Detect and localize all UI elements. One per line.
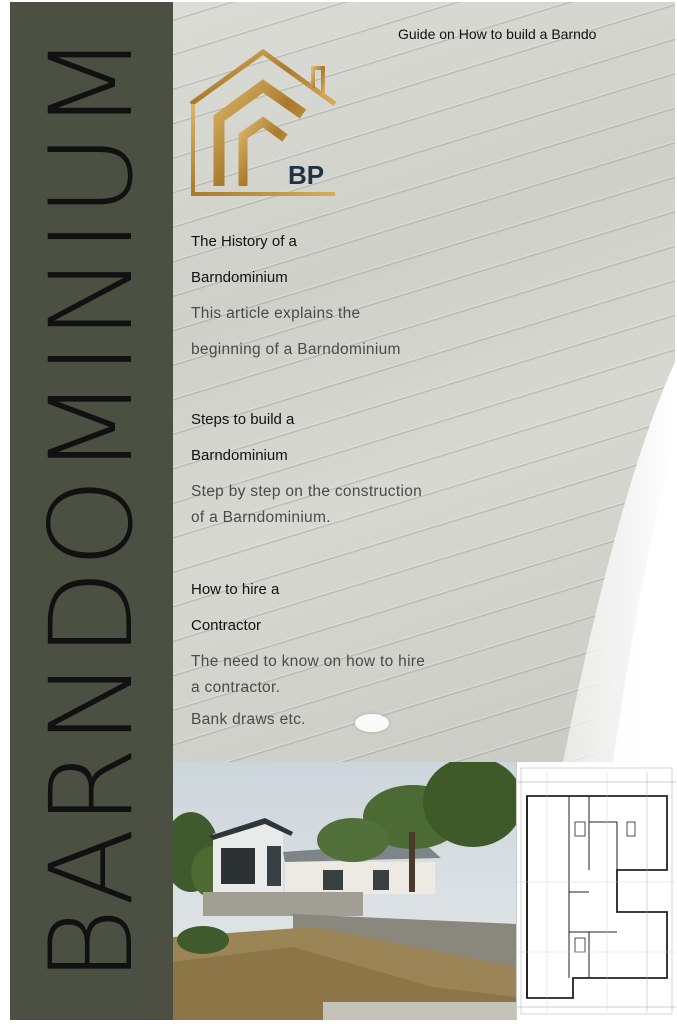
section-steps-text-1: Step by step on the construction [191,483,423,500]
floor-plan [516,762,676,1020]
wood-panel [173,2,675,762]
section-contractor-title-2: Contractor [191,617,262,634]
bp-logo [185,46,345,198]
guide-title: Guide on How to build a Barndo [398,26,597,42]
oval-highlight [355,714,389,732]
section-history [191,224,491,368]
spine-panel [10,2,173,1020]
house-photo [173,762,516,1020]
section-steps-title-2: Barndominium [191,447,288,464]
section-history-title-2: Barndominium [191,269,288,286]
logo-monogram: BP [288,160,325,190]
section-contractor-text-1: The need to know on how to hire [191,653,426,670]
section-steps [191,402,491,526]
section-history-text-1: This article explains the [191,305,361,322]
section-contractor-title-1: How to hire a [191,581,280,598]
section-history-title-1: The History of a [191,233,297,250]
section-contractor [191,572,491,738]
section-contractor-text-2: a contractor. [191,679,281,696]
section-steps-title-1: Steps to build a [191,411,295,428]
spine-title: BARNDOMINIUM [25,31,158,983]
section-steps-text-2: of a Barndominium. [191,509,331,526]
section-contractor-text-3: Bank draws etc. [191,711,306,728]
section-history-text-2: beginning of a Barndominium [191,341,401,358]
